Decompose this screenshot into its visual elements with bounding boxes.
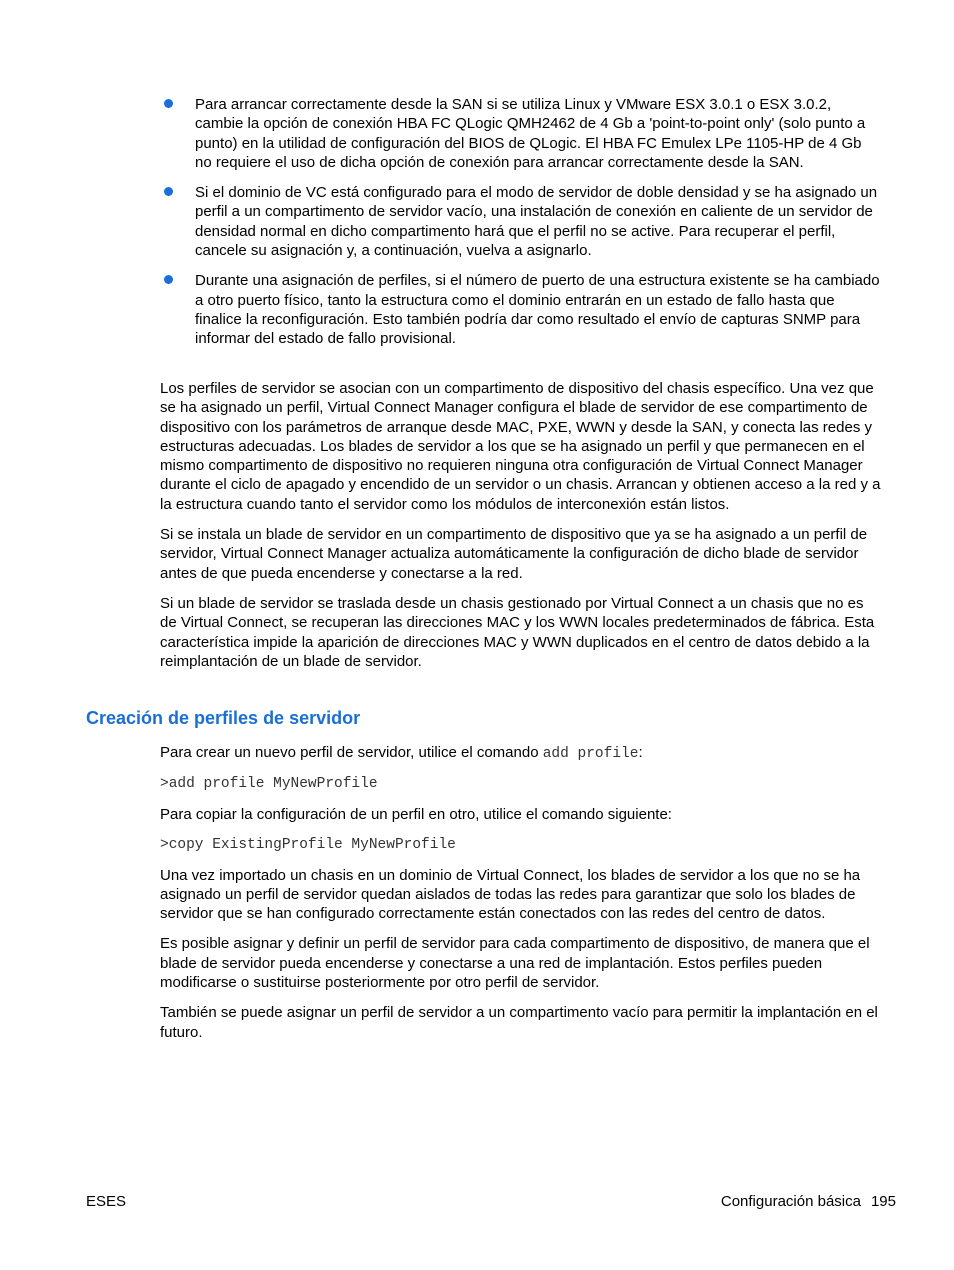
paragraph: También se puede asignar un perfil de servidor a un compartimento vacío para permitir la implantación en el futuro. bbox=[160, 1004, 878, 1041]
bullet-text: Durante una asignación de perfiles, si el número de puerto de una estructura existente se ha cambiado a otro puerto físico, tanto la estructura como el dominio entrarán en un estado de fallo hasta que finalice la reconfiguración. Esto también podría dar como resultado el envío de capturas SNMP para informar del estado de fallo provisional. bbox=[195, 272, 880, 348]
paragraph: Es posible asignar y definir un perfil de servidor para cada compartimento de dispositivo, de manera que el blade de servidor pueda encenderse y conectarse a una red de implantación. Estos perfiles pueden modificarse o sustituirse posteriormente por otro perfil de servidor. bbox=[160, 935, 870, 992]
inline-command: add profile bbox=[542, 746, 639, 762]
body-text-block bbox=[160, 379, 882, 682]
bullet-text: Si el dominio de VC está configurado para el modo de servidor de doble densidad y se ha asignado un perfil a un compartimento de servidor vacío, una instalación de conexión en caliente de un servidor de densidad normal en dicho compartimento hará que el perfil no se active. Para recuperar el perfil, cancele su asignación y, a continuación, vuelva a asignarlo. bbox=[195, 184, 878, 260]
paragraph: Los perfiles de servidor se asocian con un compartimento de dispositivo del chasis específico. Una vez que se ha asignado un perfil, Virtual Connect Manager configura el blade de servidor de ese compartimento de dispositivo con los parámetros de arranque desde MAC, PXE, WWN y desde la SAN, y conecta las redes y estructuras adecuadas. Los blades de servidor a los que se ha asignado un perfil y que permanecen en el mismo compartimento de dispositivo no requieren ninguna otra configuración de Virtual Connect Manager durante el ciclo de apagado y encendido de un servidor o un chasis. Arrancan y obtienen acceso a la red y a la estructura cuando tanto el servidor como los módulos de interconexión están listos. bbox=[160, 380, 881, 513]
intro-suffix: : bbox=[638, 744, 643, 761]
list-item bbox=[160, 95, 882, 172]
bullet-list bbox=[160, 95, 882, 360]
intro-text: Para crear un nuevo perfil de servidor, utilice el comando bbox=[160, 744, 543, 761]
bullet-icon bbox=[164, 99, 173, 108]
section-body bbox=[160, 743, 882, 1053]
list-item bbox=[160, 183, 882, 260]
bullet-icon bbox=[164, 275, 173, 284]
paragraph: Si un blade de servidor se traslada desde un chasis gestionado por Virtual Connect a un chasis que no es de Virtual Connect, se recuperan las direcciones MAC y los WWN locales predeterminados de fábrica. Esta característica impide la aparición de direcciones MAC y WWN duplicados en el centro de datos debido a la reimplantación de un blade de servidor. bbox=[160, 594, 875, 670]
paragraph: Para copiar la configuración de un perfil en otro, utilice el comando siguiente: bbox=[160, 806, 672, 824]
code-example: >add profile MyNewProfile bbox=[160, 776, 378, 793]
paragraph: Una vez importado un chasis en un dominio de Virtual Connect, los blades de servidor a los que no se ha asignado un perfil de servidor quedan aislados de todas las redes para garantizar que solo los blades de servidor que se han configurado correctamente están conectados con las redes del centro de datos. bbox=[160, 866, 861, 923]
footer-section-name: Configuración básica bbox=[720, 1193, 861, 1210]
code-example: >copy ExistingProfile MyNewProfile bbox=[160, 836, 456, 853]
bullet-text: Para arrancar correctamente desde la SAN si se utiliza Linux y VMware ESX 3.0.1 o ESX 3.0.2, cambie la opción de conexión HBA FC QLogic QMH2462 de 4 Gb a 'point-to-point only' (solo punto a punto) en la utilidad de configuración del BIOS de QLogic. El HBA FC Emulex LPe 1105-HP de 4 Gb no requiere el uso de dicha opción de conexión para arrancar correctamente desde la SAN. bbox=[195, 96, 866, 171]
list-item bbox=[160, 271, 882, 348]
page-number: 195 bbox=[870, 1193, 896, 1210]
bullet-icon bbox=[164, 187, 173, 196]
footer-locale: ESES bbox=[86, 1193, 127, 1210]
section-heading: Creación de perfiles de servidor bbox=[86, 708, 361, 728]
paragraph: Si se instala un blade de servidor en un compartimento de dispositivo que ya se ha asignado a un perfil de servidor, Virtual Connect Manager actualiza automáticamente la configuración de dicho blade de servidor antes de que pueda encenderse y conectarse a la red. bbox=[160, 526, 868, 582]
footer-page-info bbox=[721, 1192, 896, 1211]
paragraph bbox=[160, 743, 882, 764]
